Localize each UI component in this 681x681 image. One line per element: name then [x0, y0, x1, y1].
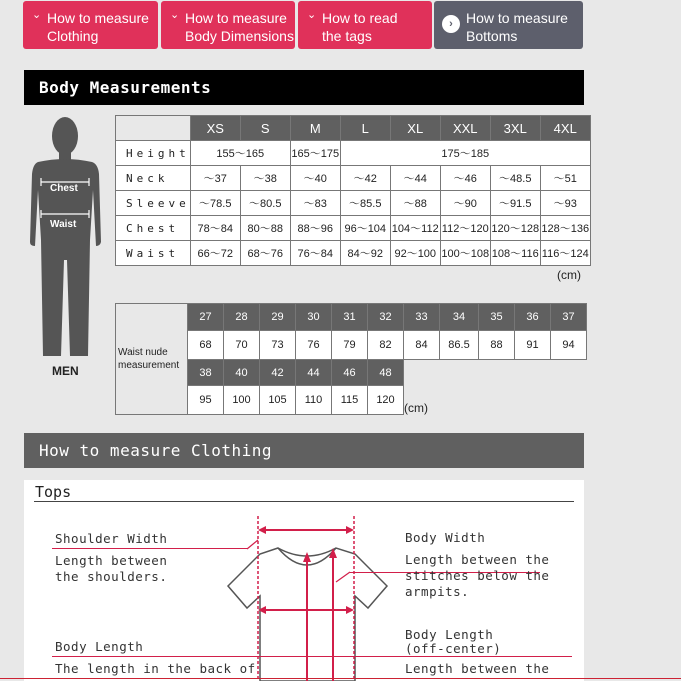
sleeve-value: ～91.5	[490, 191, 540, 216]
waist-table-unit: (cm)	[404, 400, 428, 415]
neck-value: ～44	[390, 166, 440, 191]
waist-size-header: 40	[224, 360, 260, 386]
size-header: S	[240, 116, 290, 141]
body-measurements-header: Body Measurements	[24, 70, 584, 105]
sleeve-value: ～80.5	[240, 191, 290, 216]
sleeve-value: ～88	[390, 191, 440, 216]
chest-value: 96～104	[340, 216, 390, 241]
waist-nude-value: 88	[479, 331, 515, 360]
sleeve-value: ～83	[290, 191, 340, 216]
waist-size-header: 34	[440, 304, 479, 331]
neck-value: ～48.5	[490, 166, 540, 191]
waist-value: 100～108	[440, 241, 490, 266]
tab-label-line2: Clothing	[47, 28, 99, 44]
neck-value: ～42	[340, 166, 390, 191]
divider	[34, 501, 574, 502]
chevron-down-icon: ⌄	[32, 9, 42, 21]
chest-value: 128～136	[540, 216, 590, 241]
waist-size-header: 31	[332, 304, 368, 331]
sleeve-value: ～78.5	[190, 191, 240, 216]
waist-size-header: 30	[296, 304, 332, 331]
waist-nude-value: 110	[296, 386, 332, 415]
waist-nude-value: 68	[188, 331, 224, 360]
row-label-height: Height	[116, 141, 191, 166]
men-label: MEN	[52, 364, 79, 378]
size-header: L	[340, 116, 390, 141]
chest-value: 88～96	[290, 216, 340, 241]
size-header: M	[290, 116, 340, 141]
sleeve-value: ～85.5	[340, 191, 390, 216]
waist-nude-value: 91	[515, 331, 551, 360]
row-label-waist: Waist	[116, 241, 191, 266]
waist-size-header: 46	[332, 360, 368, 386]
waist-nude-value: 100	[224, 386, 260, 415]
waist-value: 68～76	[240, 241, 290, 266]
body-width-title: Body Width	[405, 530, 486, 545]
size-header: XL	[390, 116, 440, 141]
tab-label-line1: How to measure	[185, 10, 287, 26]
size-header: XXL	[440, 116, 490, 141]
neck-value: ～37	[190, 166, 240, 191]
size-chart-table	[115, 115, 591, 266]
waist-value: 92～100	[390, 241, 440, 266]
leader-line	[52, 548, 248, 549]
waist-size-header: 37	[551, 304, 587, 331]
waist-size-header: 29	[260, 304, 296, 331]
tab-label-line2: Bottoms	[466, 28, 518, 44]
waist-nude-table	[115, 303, 587, 415]
tab-how-to-measure-body-dimensions[interactable]	[161, 1, 295, 49]
size-header: XS	[190, 116, 240, 141]
waist-nude-value: 70	[224, 331, 260, 360]
row-label-sleeve: Sleeve	[116, 191, 191, 216]
waist-size-header: 32	[368, 304, 404, 331]
neck-value: ～40	[290, 166, 340, 191]
waist-size-header: 33	[404, 304, 440, 331]
waist-size-header: 44	[296, 360, 332, 386]
waist-size-header: 48	[368, 360, 404, 386]
tab-label-line1: How to read	[322, 10, 398, 26]
waist-nude-value: 86.5	[440, 331, 479, 360]
waist-size-header: 28	[224, 304, 260, 331]
row-label-neck: Neck	[116, 166, 191, 191]
waist-nude-value: 84	[404, 331, 440, 360]
tab-how-to-measure-clothing[interactable]	[23, 1, 158, 49]
chest-value: 80～88	[240, 216, 290, 241]
tab-how-to-read-tags[interactable]	[298, 1, 432, 49]
chest-value: 112～120	[440, 216, 490, 241]
body-length-off-center-subtitle: (off-center)	[405, 641, 502, 656]
tab-how-to-measure-bottoms[interactable]	[434, 1, 583, 49]
body-width-desc: armpits.	[405, 584, 470, 599]
body-length-off-center-desc: Length between the	[405, 661, 550, 676]
tab-label-line1: How to measure	[47, 10, 149, 26]
sleeve-value: ～93	[540, 191, 590, 216]
waist-nude-value: 94	[551, 331, 587, 360]
how-to-measure-clothing-header: How to measure Clothing	[24, 433, 584, 468]
chest-value: 120～128	[490, 216, 540, 241]
waist-value: 116～124	[540, 241, 590, 266]
empty-cell	[404, 360, 587, 386]
bottom-divider	[0, 678, 681, 679]
waist-nude-value: 115	[332, 386, 368, 415]
chevron-right-icon: ›	[442, 15, 460, 33]
size-table-corner	[116, 116, 191, 141]
waist-nude-value: 105	[260, 386, 296, 415]
tab-label-line2: Body Dimensions	[185, 28, 294, 44]
body-length-off-center-title: Body Length	[405, 627, 494, 642]
size-header: 3XL	[490, 116, 540, 141]
waist-nude-value: 73	[260, 331, 296, 360]
sleeve-value: ～90	[440, 191, 490, 216]
waist-nude-value: 82	[368, 331, 404, 360]
waist-size-header: 38	[188, 360, 224, 386]
waist-nude-value: 76	[296, 331, 332, 360]
size-table-unit: (cm)	[557, 268, 581, 282]
shoulder-width-title: Shoulder Width	[55, 531, 168, 546]
waist-size-header: 42	[260, 360, 296, 386]
body-length-desc: The length in the back of	[55, 661, 256, 676]
waist-value: 108～116	[490, 241, 540, 266]
body-length-title: Body Length	[55, 639, 144, 654]
row-label-chest: Chest	[116, 216, 191, 241]
waist-value: 66～72	[190, 241, 240, 266]
chest-value: 104～112	[390, 216, 440, 241]
body-width-desc: Length between the	[405, 552, 550, 567]
neck-value: ～51	[540, 166, 590, 191]
waist-nude-label: Waist nude measurement	[116, 304, 188, 415]
chest-value: 78～84	[190, 216, 240, 241]
height-value-m: 165～175	[290, 141, 340, 166]
waist-nude-value: 95	[188, 386, 224, 415]
body-width-desc: stitches below the	[405, 568, 550, 583]
waist-size-header: 35	[479, 304, 515, 331]
chevron-down-icon: ⌄	[170, 9, 180, 21]
chevron-down-icon: ⌄	[307, 9, 317, 21]
height-value-xs-s: 155～165	[190, 141, 290, 166]
shoulder-width-desc: the shoulders.	[55, 569, 168, 584]
shoulder-width-desc: Length between	[55, 553, 168, 568]
tab-label-line1: How to measure	[466, 10, 568, 26]
neck-value: ～46	[440, 166, 490, 191]
waist-nude-value: 120	[368, 386, 404, 415]
waist-figure-label: Waist	[50, 219, 77, 230]
chest-figure-label: Chest	[50, 183, 78, 194]
waist-value: 76～84	[290, 241, 340, 266]
waist-size-header: 27	[188, 304, 224, 331]
height-value-l-4xl: 175～185	[340, 141, 590, 166]
size-header: 4XL	[540, 116, 590, 141]
body-silhouette-figure	[26, 112, 104, 360]
waist-value: 84～92	[340, 241, 390, 266]
waist-table-unit-cell	[404, 386, 587, 415]
tab-label-line2: the tags	[322, 28, 372, 44]
tops-title: Tops	[35, 483, 72, 501]
waist-nude-value: 79	[332, 331, 368, 360]
neck-value: ～38	[240, 166, 290, 191]
waist-size-header: 36	[515, 304, 551, 331]
